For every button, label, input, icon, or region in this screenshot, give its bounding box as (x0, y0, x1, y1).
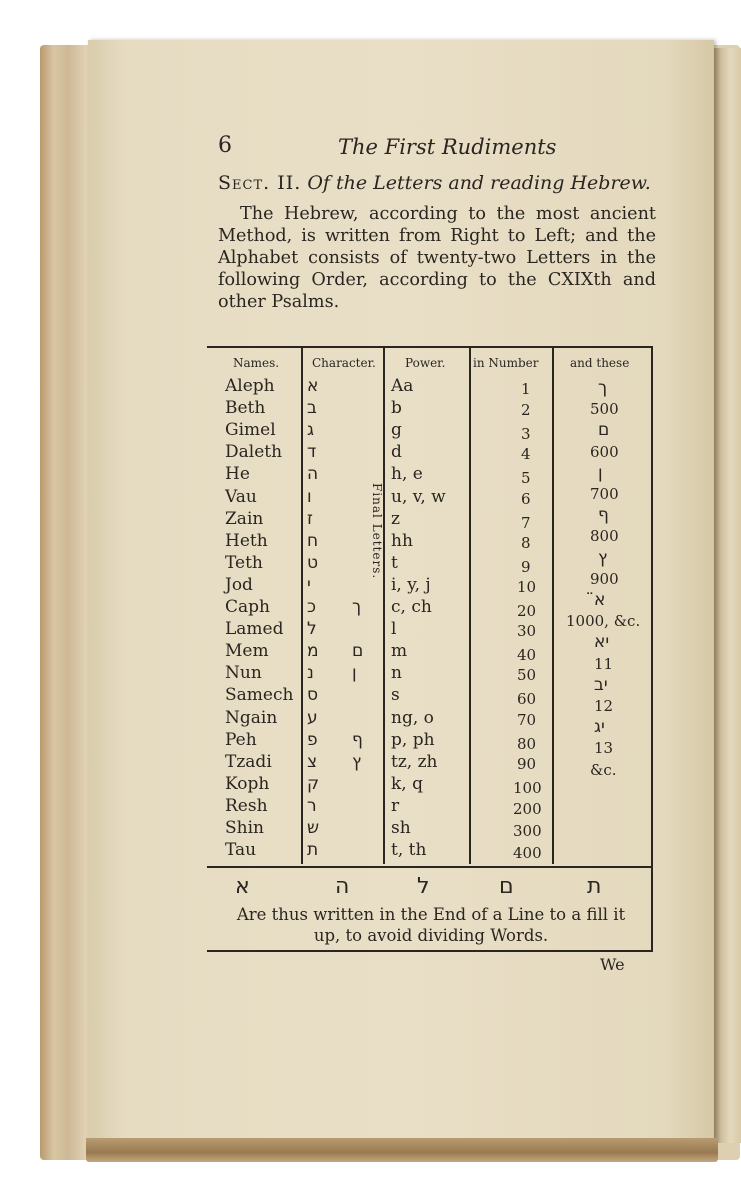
letter-name: Daleth (225, 442, 283, 463)
letter-character: ז (307, 508, 313, 529)
letter-name: Teth (225, 552, 263, 573)
letter-character: א (307, 376, 319, 396)
letter-number: 1 (521, 380, 531, 398)
paragraph-line: The Hebrew, according to the most ancient (240, 204, 656, 224)
note-line: up, to avoid dividing Words. (313, 926, 549, 945)
paragraph-line: following Order, according to the CXIXth and (218, 270, 656, 290)
letter-power: sh (391, 818, 411, 838)
numeral-value: 500 (590, 400, 619, 419)
letter-name: Samech (225, 685, 294, 706)
letter-power: b (391, 398, 402, 419)
letter-number: 300 (513, 822, 542, 840)
letter-character: ג (307, 420, 315, 441)
numeral-value: 800 (590, 527, 619, 546)
numeral-letter: יג (594, 717, 605, 738)
extended-letter: ת (587, 874, 602, 899)
numeral-value: 12 (594, 697, 614, 715)
numeral-letter: ם (598, 420, 610, 441)
header-names: Names. (233, 356, 280, 370)
numeral-letter: א̈ (594, 590, 606, 610)
letter-number: 5 (521, 469, 531, 488)
letter-character: ק (307, 773, 320, 794)
letter-character: פ (307, 729, 318, 750)
intro-paragraph (218, 203, 656, 313)
numeral-letter: יא (594, 632, 610, 653)
letter-name: Lamed (225, 619, 284, 640)
letter-number: 50 (517, 666, 537, 685)
numeral-letter: ך (598, 378, 608, 398)
header-character: Character. (312, 356, 376, 370)
letter-number: 200 (513, 799, 542, 818)
letter-name: Tau (225, 840, 257, 861)
letter-name: Tzadi (225, 751, 272, 772)
letter-name: Heth (225, 530, 268, 551)
letter-number: 9 (521, 557, 531, 576)
letter-power: g (391, 420, 402, 441)
letter-character: ח (307, 530, 319, 551)
extended-letter: ם (499, 874, 514, 899)
letter-name: Ngain (225, 707, 278, 728)
book-bottom-edge (86, 1138, 718, 1162)
paragraph-line: Method, is written from Right to Left; and the (218, 226, 656, 246)
final-form: ך (352, 597, 362, 617)
letter-name: Shin (225, 818, 264, 838)
paragraph-line: other Psalms. (218, 292, 340, 312)
letter-power: r (391, 795, 400, 816)
letter-power: Aa (391, 376, 414, 396)
letter-name: Aleph (225, 376, 275, 396)
letter-power: i, y, j (391, 574, 431, 595)
letter-name: Peh (225, 729, 257, 750)
letter-character: י (307, 574, 311, 595)
letter-name: Zain (225, 508, 264, 529)
letter-number: 8 (521, 533, 531, 552)
letter-number: 6 (521, 489, 531, 508)
column-divider (469, 348, 471, 864)
letter-name: Caph (225, 597, 270, 617)
letter-name: Koph (225, 773, 270, 794)
paragraph-line: Alphabet consists of twenty-two Letters in the (218, 248, 656, 268)
letter-power: d (391, 442, 402, 463)
letter-name: Resh (225, 795, 268, 816)
letter-name: Jod (225, 574, 253, 595)
column-divider (301, 348, 303, 864)
final-form: ץ (352, 751, 362, 772)
letter-character: ו (307, 486, 312, 507)
letter-power: z (391, 508, 400, 529)
letter-number: 7 (521, 513, 531, 532)
section-title: Of the Letters and reading Hebrew. (307, 172, 651, 194)
letter-power: ng, o (391, 707, 434, 728)
letter-character: ב (307, 398, 317, 419)
numeral-letter: ץ (598, 547, 608, 568)
section-heading (218, 172, 658, 194)
section-label: Sect. II. (218, 172, 302, 194)
letter-name: He (225, 464, 250, 485)
letter-power: tz, zh (391, 751, 438, 772)
letter-character: ס (307, 685, 319, 706)
final-form: ן (352, 663, 357, 684)
letter-name: Nun (225, 663, 262, 684)
letter-power: c, ch (391, 597, 432, 617)
letter-number: 10 (517, 577, 537, 596)
letter-name: Mem (225, 641, 269, 662)
numeral-value: 600 (590, 442, 619, 461)
letter-power: l (391, 619, 397, 640)
letter-name: Beth (225, 398, 266, 419)
letter-number: 30 (517, 622, 537, 641)
letter-name: Vau (225, 486, 257, 507)
letter-character: ל (307, 619, 317, 640)
letter-character: ה (307, 464, 319, 485)
letter-number: 3 (521, 425, 531, 444)
numeral-letter: ן (598, 462, 603, 483)
header-these: and these (570, 356, 630, 370)
letter-number: 60 (517, 690, 537, 709)
header-power: Power. (405, 356, 446, 370)
table-divider (207, 866, 653, 868)
letter-character: ע (307, 707, 318, 728)
letter-power: k, q (391, 773, 423, 794)
numeral-letter: ף (598, 505, 609, 526)
extended-letter: ה (335, 874, 350, 899)
numeral-value: 11 (594, 654, 614, 673)
final-form: ף (352, 729, 363, 750)
numeral-value: 900 (590, 569, 619, 588)
letter-power: n (391, 663, 402, 684)
letter-power: hh (391, 530, 413, 551)
alphabet-table (207, 346, 653, 952)
letter-power: t (391, 552, 398, 573)
numeral-value: 700 (590, 485, 619, 503)
extended-letter: א (235, 874, 250, 899)
final-form: ם (352, 641, 364, 662)
letter-number: 80 (517, 734, 537, 753)
letter-character: ש (307, 818, 320, 838)
table-note (215, 904, 647, 946)
letter-character: ת (307, 840, 319, 861)
letter-character: מ (307, 641, 319, 662)
letter-power: h, e (391, 464, 423, 485)
final-letters-label: Final Letters. (370, 483, 384, 580)
letter-character: צ (307, 751, 318, 772)
letter-power: t, th (391, 840, 427, 861)
letter-power: s (391, 685, 400, 706)
letter-number: 100 (513, 778, 542, 797)
letter-number: 70 (517, 710, 537, 729)
numeral-value: 1000, &c. (566, 612, 641, 631)
letter-power: p, ph (391, 729, 435, 750)
numeral-value: 13 (594, 739, 614, 758)
column-divider (383, 348, 385, 864)
letter-number: 4 (521, 445, 531, 464)
running-title: The First Rudiments (338, 135, 557, 159)
letter-number: 400 (513, 844, 542, 863)
letter-name: Gimel (225, 420, 276, 441)
letter-character: נ (307, 663, 314, 684)
note-line: Are thus written in the End of a Line to a fill it (236, 905, 626, 924)
table-right-border (651, 348, 653, 950)
letter-power: u, v, w (391, 486, 446, 507)
letter-number: 20 (517, 602, 537, 620)
numeral-letter: יב (594, 674, 608, 695)
letter-power: m (391, 641, 408, 662)
letter-number: 2 (521, 401, 531, 420)
letter-number: 40 (517, 646, 537, 665)
letter-character: ד (307, 442, 317, 463)
letter-character: ט (307, 552, 319, 573)
page-number: 6 (218, 133, 232, 158)
letter-number: 90 (517, 754, 537, 773)
extended-letters (207, 874, 653, 904)
numeral-value: &c. (590, 760, 617, 779)
letter-character: כ (307, 597, 316, 617)
header-number: in Number (473, 356, 539, 370)
running-header (218, 133, 688, 163)
column-divider (552, 348, 554, 864)
catchword: We (600, 955, 625, 974)
extended-letter: ל (417, 874, 430, 899)
letter-character: ר (307, 795, 317, 816)
facing-page-edge (714, 48, 741, 1143)
